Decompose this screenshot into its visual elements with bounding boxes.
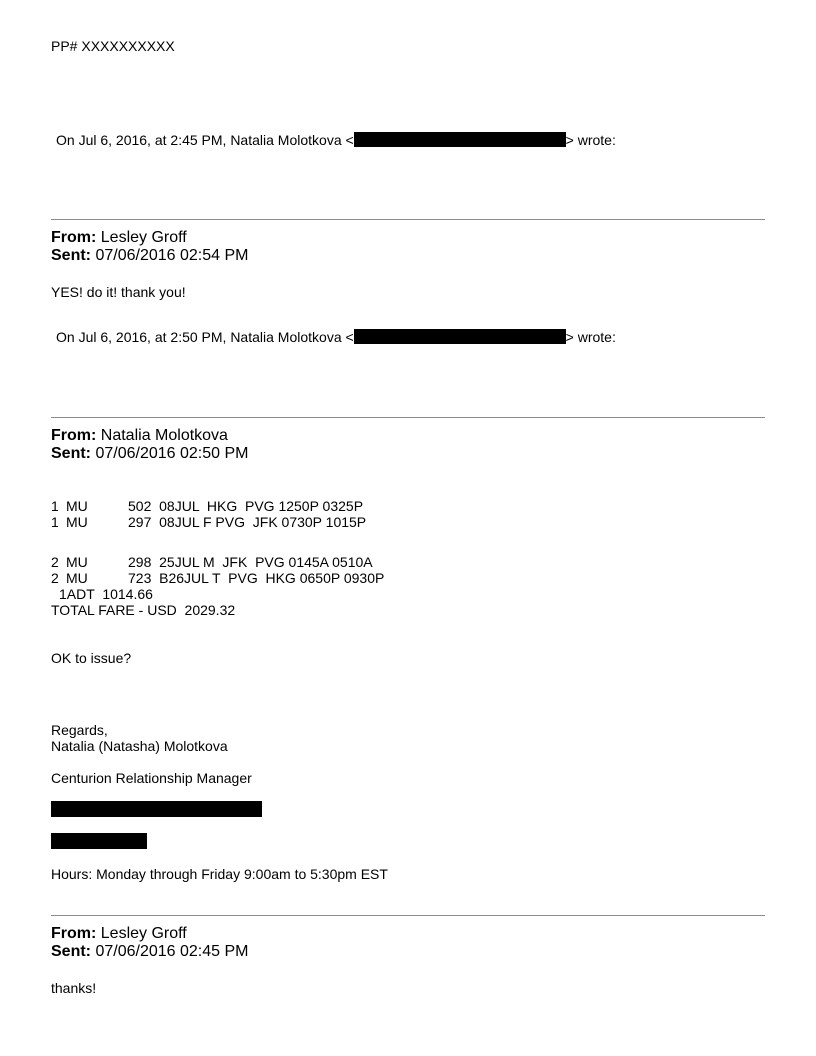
sent-label: Sent: [51,247,91,264]
from-name: Lesley Groff [100,925,187,942]
from-label: From: [51,427,97,444]
separator-rule [51,219,765,220]
sent-label: Sent: [51,943,91,960]
signature-title: Centurion Relationship Manager [51,770,252,786]
from-label: From: [51,925,97,942]
redacted-email [354,329,566,344]
itinerary-seg: 2 [51,570,59,586]
sent-date: 07/06/2016 02:54 PM [95,247,249,264]
from-name: Natalia Molotkova [100,427,228,444]
itinerary-seg: 1 [51,514,59,530]
separator-rule [51,915,765,916]
itinerary-detail: 723 B26JUL T PVG HKG 0650P 0930P [128,570,385,586]
adt-fare: 1ADT 1014.66 [59,586,153,602]
sent-date: 07/06/2016 02:50 PM [95,445,249,462]
message-body: thanks! [51,980,97,996]
quoted-header-suffix: > wrote: [565,132,616,148]
message-body: YES! do it! thank you! [51,284,186,300]
quoted-header-suffix: > wrote: [565,329,616,345]
sent-line [51,247,248,265]
itinerary-carrier: MU [66,570,88,586]
from-line [51,925,187,943]
quoted-header-prefix: On Jul 6, 2016, at 2:50 PM, Natalia Molotkova < [56,329,354,345]
itinerary-carrier: MU [66,514,88,530]
redacted-block [51,801,262,817]
itinerary-detail: 297 08JUL F PVG JFK 0730P 1015P [128,514,367,530]
itinerary-seg: 1 [51,498,59,514]
signature-name: Natalia (Natasha) Molotkova [51,738,228,754]
sent-line [51,445,248,463]
redacted-email [354,132,566,147]
quoted-header-prefix: On Jul 6, 2016, at 2:45 PM, Natalia Molotkova < [56,132,354,148]
itinerary-detail: 298 25JUL M JFK PVG 0145A 0510A [128,554,373,570]
total-fare: TOTAL FARE - USD 2029.32 [51,602,236,618]
quoted-header-2 [56,329,616,345]
separator-rule [51,417,765,418]
sent-label: Sent: [51,445,91,462]
itinerary-carrier: MU [66,498,88,514]
sent-date: 07/06/2016 02:45 PM [95,943,249,960]
from-line [51,229,187,247]
from-label: From: [51,229,97,246]
pp-number: PP# XXXXXXXXXX [51,38,175,54]
redacted-block [51,833,147,849]
itinerary-carrier: MU [66,554,88,570]
from-name: Lesley Groff [100,229,187,246]
from-line [51,427,228,445]
itinerary-seg: 2 [51,554,59,570]
regards: Regards, [51,722,108,738]
sent-line [51,943,248,961]
question: OK to issue? [51,650,132,666]
itinerary-detail: 502 08JUL HKG PVG 1250P 0325P [128,498,364,514]
quoted-header-1 [56,132,616,148]
hours: Hours: Monday through Friday 9:00am to 5:30pm EST [51,866,388,882]
